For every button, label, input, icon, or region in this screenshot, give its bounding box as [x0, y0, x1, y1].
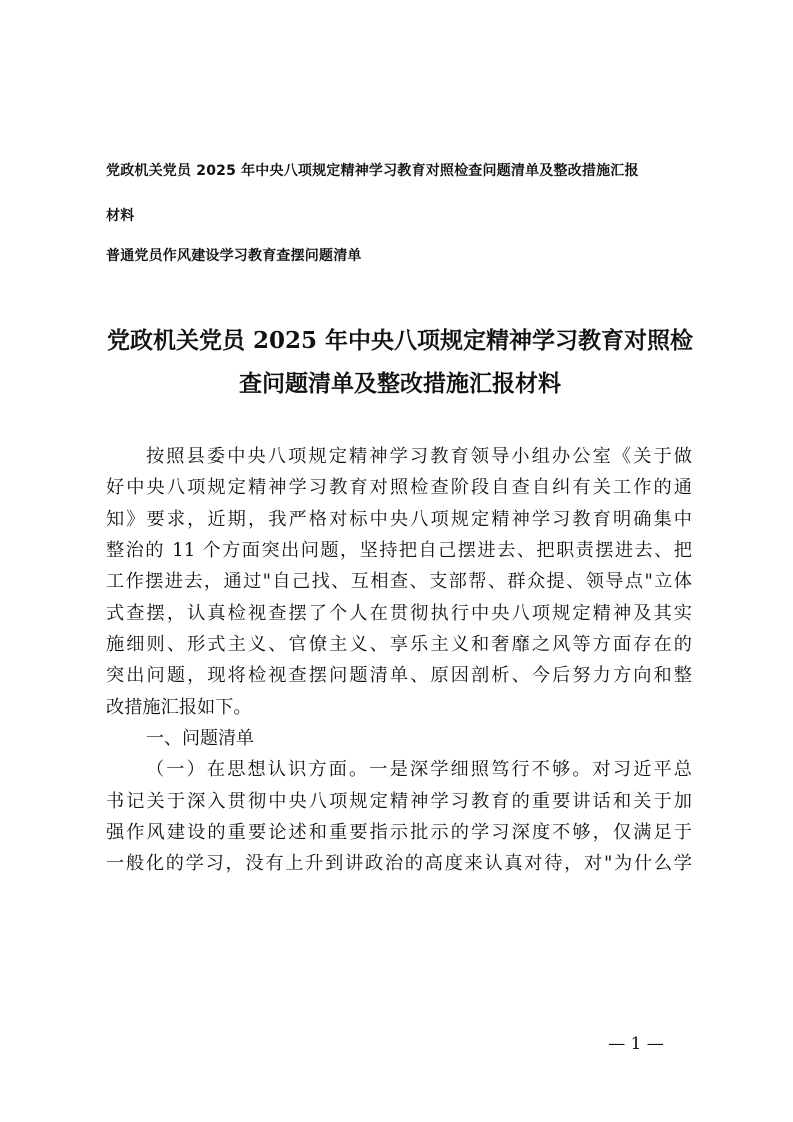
document-title-line-2: 查问题清单及整改措施汇报材料 [239, 370, 561, 397]
intro-line: 按照县委中央八项规定精神学习教育领导小组办公室《关于做 [146, 446, 692, 467]
toc-entry-1-line-2: 材料 [106, 208, 135, 224]
subsection-label: （一）在思想认识方面。 [146, 759, 370, 780]
intro-line: 施细则、形式主义、官僚主义、享乐主义和奢靡之风等方面存在的 [106, 634, 692, 655]
subsection-first-text: 一是深学细照笃行不够。对习近平总 [369, 759, 692, 780]
intro-line: 好中央八项规定精神学习教育对照检查阶段自查自纠有关工作的通 [106, 477, 692, 498]
toc-entry-2: 普通党员作风建设学习教育查摆问题清单 [106, 248, 362, 264]
intro-line: 整治的 11 个方面突出问题，坚持把自己摆进去、把职责摆进去、把 [106, 540, 692, 561]
subsection-line: 强作风建设的重要论述和重要指示批示的学习深度不够，仅满足于 [106, 822, 692, 843]
subsection-line: 书记关于深入贯彻中央八项规定精神学习教育的重要讲话和关于加 [106, 791, 692, 812]
intro-line: 工作摆进去，通过"自己找、互相查、支部帮、群众提、领导点"立体 [106, 571, 692, 592]
subsection-first-line [146, 758, 692, 782]
intro-line: 突出问题，现将检视查摆问题清单、原因剖析、今后努力方向和整 [106, 665, 692, 686]
document-title-line-1: 党政机关党员 2025 年中央八项规定精神学习教育对照检 [106, 327, 694, 354]
toc-entry-1-line-1: 党政机关党员 2025 年中央八项规定精神学习教育对照检查问题清单及整改措施汇报 [106, 163, 639, 179]
subsection-line: 一般化的学习，没有上升到讲政治的高度来认真对待，对"为什么学 [106, 853, 692, 874]
page-number: — 1 — [608, 1034, 664, 1054]
intro-line: 知》要求，近期，我严格对标中央八项规定精神学习教育明确集中 [106, 509, 692, 530]
section-heading-problem-list: 一、问题清单 [146, 728, 254, 749]
intro-line: 式查摆，认真检视查摆了个人在贯彻执行中央八项规定精神及其实 [106, 603, 692, 624]
intro-line: 改措施汇报如下。 [106, 697, 252, 718]
